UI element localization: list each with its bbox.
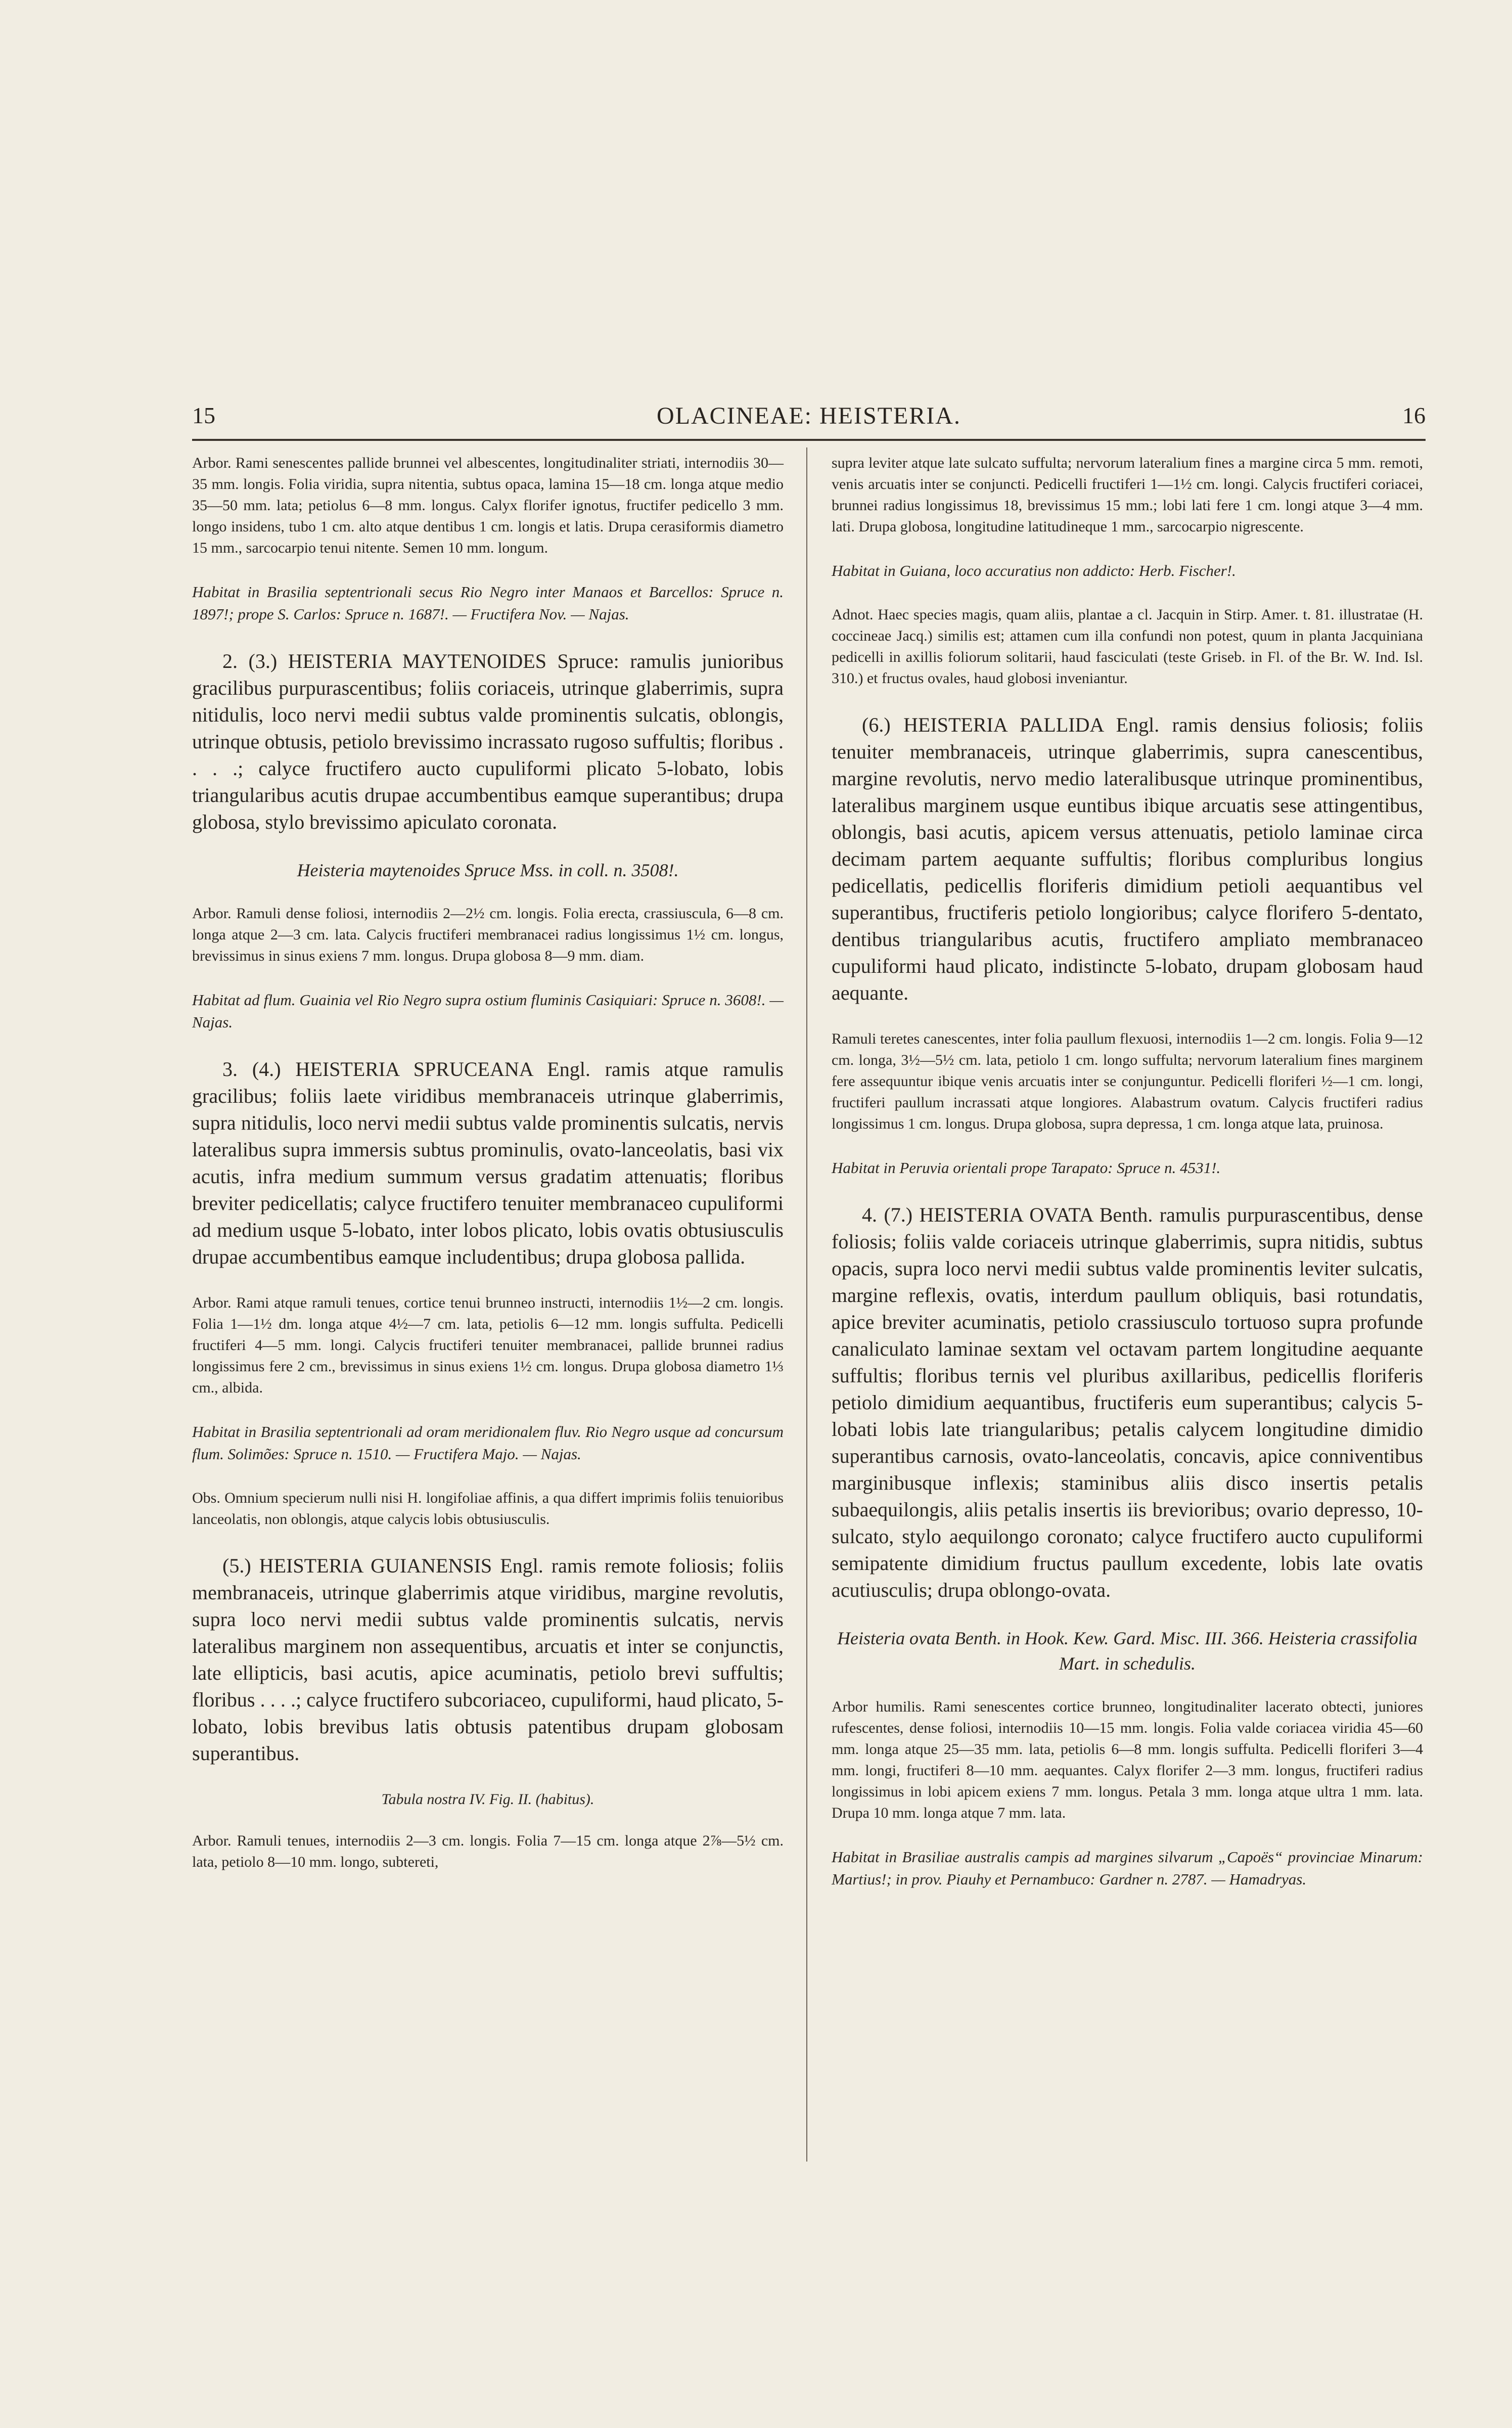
paragraph-note: Adnot. Haec species magis, quam aliis, plantae a cl. Jacquin in Stirp. Amer. t. 81. illustratae (H. coccineae Jacq.) similis est; attamen cum illa confundi non potest, quum in planta Jacquiniana pedicelli in axillis foliorum solitarii, haud fasciculati (teste Griseb. in Fl. of the Br. W. Ind. Isl. 310.) et fructus ovales, haud globosi inveniantur. [832,606,1423,687]
species-diagnosis: 4. (7.) HEISTERIA OVATA Benth. ramulis purpurascentibus, dense foliosis; foliis valde coriaceis utrinque glaberrimis, supra nitidis, subtus opacis, supra loco nervi medii subtus valde prominentis leviter sulcatis, margine reflexis, ovatis, interdum paullum obliquis, basi rotundatis, apice breviter acuminatis, petiolo crassiusculo tortuoso supra profunde canaliculato laminae sextam vel octavam partem longitudine aequante suffultis; floribus ternis vel pluribus axillaribus, pedicellis floriferis petiolo dimidium aequantibus, fructiferis eum superantibus; calycis 5-lobati lobis late triangularibus; petalis calycem longitudine dimidio superantibus carnosis, ovato-lanceolatis, concavis, apice conniventibus marginibusque inflexis; staminibus aliis disco insertis petalis subaequilongis, aliis petalis insertis iis brevioribus; ovario depresso, 10-sulcato, stylo aequilongo coronato; calyce fructifero aucto cupuliformi semipatente dimidium fructus paullum excedente, lobis late ovatis acutiusculis; drupa oblongo-ovata. [832,1203,1423,1601]
paragraph-habitat: Habitat in Brasilia septentrionali ad oram meridionalem fluv. Rio Negro usque ad concursum flum. Solimões: Spruce n. 1510. — Fructifera Majo. — Najas. [192,1423,784,1463]
species-diagnosis: 3. (4.) HEISTERIA SPRUCEANA Engl. ramis atque ramulis gracilibus; foliis laete viridibus membranaceis utrinque glaberrimis, supra nitidulis, loco nervi medii subtus valde prominentis sulcatis, nervis lateralibus supra immersis subtus prominulis, ovato-lanceolatis, basi vix acutis, infra medium summum versus gradatim attenuatis; floribus breviter pedicellatis; calyce fructifero tenuiter membranaceo cupuliformi ad medium usque 5-lobato, inter lobos plicato, lobis ovatis obtusiusculis drupae accumbentibus eamque includentibus; drupa globosa pallida. [192,1058,784,1268]
synonym: Heisteria ovata Benth. in Hook. Kew. Gard. Misc. III. 366. Heisteria crassifolia Mart. in schedulis. [837,1628,1417,1674]
page-number-left: 15 [192,402,215,428]
paragraph-description: Ramuli teretes canescentes, inter folia paullum flexuosi, internodiis 1—2 cm. longis. Folia 9—12 cm. longa, 3½—5½ cm. lata, petiolo 1 cm. longo suffulta; nervorum lateralium fines marginem fere assequuntur ibique venis arcuatis inter se conjunguntur. Pedicelli floriferi ½—1 cm. longi, fructiferi paullum incrassati atque longiores. Alabastrum ovatum. Calycis fructiferi radius longissimus 1 cm. longus. Drupa globosa, supra depressa, 1 cm. longa atque lata, pruinosa. [832,1030,1423,1132]
paragraph-habitat: Habitat ad flum. Guainia vel Rio Negro supra ostium fluminis Casiquiari: Spruce n. 3608!. — Najas. [192,991,784,1031]
paragraph-description: supra leviter atque late sulcato suffulta; nervorum lateralium fines a margine circa 5 mm. remoti, venis arcuatis inter se conjuncti. Pedicelli fructiferi 1—1½ cm. longi. Calycis fructiferi coriacei, brunnei radius longissimus 18, brevissimus 15 mm.; lobi lati fere 1 cm. longi atque 3—4 mm. lati. Drupa globosa, longitudine latitudineque 1 mm., sarcocarpio nigrescente. [832,455,1423,535]
paragraph-habitat: Habitat in Brasiliae australis campis ad margines silvarum „Capoës“ provinciae Minarum: Martius!; in prov. Piauhy et Pernambuco: Gardner n. 2787. — Hamadryas. [832,1848,1423,1888]
running-title: OLACINEAE: HEISTERIA. [657,402,961,429]
plate-reference: Tabula nostra IV. Fig. II. (habitus). [381,1791,594,1808]
paragraph-description: Arbor humilis. Rami senescentes cortice brunneo, longitudinaliter lacerato obtecti, juniores rufescentes, dense foliosi, internodiis 10—15 mm. longis. Folia valde coriacea viridia 45—60 mm. longa atque 25—35 mm. lata, petiolis 6—8 mm. longis suffulta. Pedicelli floriferi 3—4 mm. longi, fructiferi 8—10 mm. aequantes. Calyx florifer 2—3 mm. longus, fructiferi radius longissimus in lobi apicem exiens 7 mm. longus. Petala 3 mm. longa atque ultra 1 mm. lata. Drupa 10 mm. longa atque 7 mm. lata. [832,1698,1423,1821]
left-column [192,453,784,1895]
paragraph-description: Arbor. Ramuli dense foliosi, internodiis 2—2½ cm. longis. Folia erecta, crassiuscula, 6—8 cm. longa atque 2—3 cm. lata. Calycis fructiferi membranacei radius longissimus 1½ cm. longus, brevissimus in sinus exiens 7 mm. longus. Drupa globosa 8—9 mm. diam. [192,905,784,964]
species-diagnosis: (5.) HEISTERIA GUIANENSIS Engl. ramis remote foliosis; foliis membranaceis, utrinque glaberrimis atque viridibus, margine revolutis, supra loco nervi medii subtus valde prominentis sulcatis, nervis lateralibus marginem non assequentibus, arcuatis et inter se conjunctis, late ellipticis, basi acutis, apice acuminatis, petiolo brevi suffultis; floribus . . . .; calyce fructifero subcoriaceo, cupuliformi, haud plicato, 5-lobato, lobis brevibus latis obtusis patentibus drupam globosam superantibus. [192,1554,784,1765]
paragraph-habitat: Habitat in Guiana, loco accuratius non addicto: Herb. Fischer!. [832,562,1236,579]
paragraph-habitat: Habitat in Peruvia orientali prope Tarapato: Spruce n. 4531!. [832,1159,1221,1177]
page-number-right: 16 [1402,402,1426,428]
species-diagnosis: 2. (3.) HEISTERIA MAYTENOIDES Spruce: ramulis junioribus gracilibus purpurascentibus; foliis coriaceis, utrinque glaberrimis, supra nitidulis, loco nervi medii subtus valde prominentis sulcatis, oblongis, utrinque obtusis, petiolo brevissimo incrassato rugoso suffultis; floribus . . . .; calyce fructifero aucto cupuliformi plicato 5-lobato, lobis triangularibus acutis drupae accumbentibus eamque superantibus; drupa globosa, stylo brevissimo apiculato coronata. [192,650,784,833]
synonym: Heisteria maytenoides Spruce Mss. in coll. n. 3508!. [297,860,679,880]
paragraph-observation: Obs. Omnium specierum nulli nisi H. longifoliae affinis, a qua differt imprimis foliis tenuioribus lanceolatis, non oblongis, atque calycis lobis obtusiusculis. [192,1490,784,1527]
paragraph-description: Arbor. Ramuli tenues, internodiis 2—3 cm. longis. Folia 7—15 cm. longa atque 2⅞—5½ cm. lata, petiolo 8—10 mm. longo, subtereti, [192,1832,784,1870]
header-rule [192,439,1426,441]
paragraph-description: Arbor. Rami atque ramuli tenues, cortice tenui brunneo instructi, internodiis 1½—2 cm. longis. Folia 1—1½ dm. longa atque 4½—7 cm. lata, petiolis 6—12 mm. longis suffulta. Pedicelli fructiferi 4—5 mm. longi. Calycis fructiferi tenuiter membranacei, pallide brunnei radius longissimus fere 2 cm., brevissimus in sinus exiens 1½ cm. longus. Drupa globosa diametro 1⅓ cm., albida. [192,1294,784,1396]
paragraph-description: Arbor. Rami senescentes pallide brunnei vel albescentes, longitudinaliter striati, internodiis 30—35 mm. longis. Folia viridia, supra nitentia, subtus opaca, lamina 15—18 cm. longa atque medio 35—50 mm. lata; petiolus 6—8 mm. longus. Calyx florifer ignotus, fructifer pedicello 3 mm. longo insidens, tubo 1 cm. alto atque dentibus 1 cm. longis et latis. Drupa cerasiformis diametro 15 mm., sarcocarpio tenui nitente. Semen 10 mm. longum. [192,455,784,556]
column-divider [806,447,807,2162]
species-diagnosis: (6.) HEISTERIA PALLIDA Engl. ramis densius foliosis; foliis tenuiter membranaceis, utrinque glaberrimis, supra canescentibus, margine revolutis, nervo medio lateralibusque utrinque prominentibus, lateralibus marginem usque euntibus ibique arcuatis sese attingentibus, oblongis, basi acutis, apicem versus attenuatis, petiolo laminae circa decimam partem aequante suffultis; floribus compluribus longius pedicellatis, pedicellis floriferis dimidium petioli aequantibus vel superantibus, fructiferis petiolo longioribus; calyce florifero 5-dentato, dentibus triangularibus acutis, fructifero ampliato membranaceo cupuliformi haud plicato, indistincte 5-lobato, drupam globosam haud aequante. [832,713,1423,1004]
running-header [192,402,1426,442]
right-column [832,453,1423,1913]
paragraph-habitat: Habitat in Brasilia septentrionali secus Rio Negro inter Manaos et Barcellos: Spruce n. 1897!; prope S. Carlos: Spruce n. 1687!. — Fructifera Nov. — Najas. [192,583,784,623]
